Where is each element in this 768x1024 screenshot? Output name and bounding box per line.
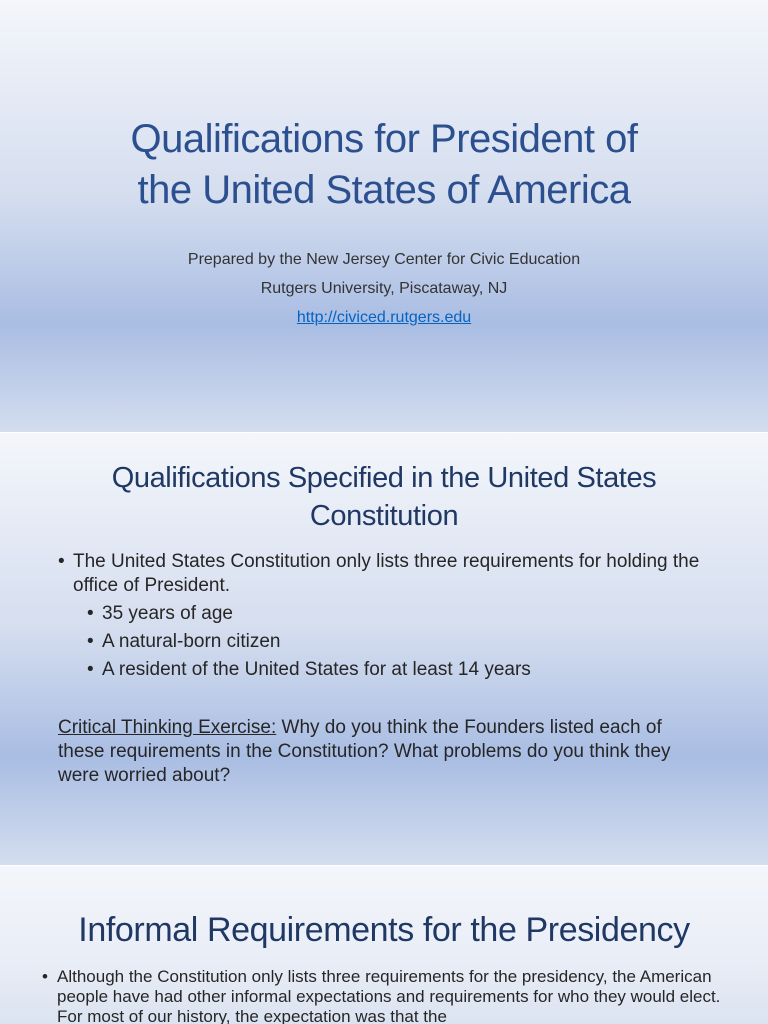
slide-heading: Informal Requirements for the Presidency: [78, 911, 690, 949]
prepared-by-text: Prepared by the New Jersey Center for Civic Education: [187, 251, 581, 268]
list-item: • Although the Constitution only lists three requirements for the presidency, the American people have had other informal expectations and requirements for who they would elect. For most of our history, the expectation was that the: [42, 967, 728, 1024]
institution-text: Rutgers University, Piscataway, NJ: [260, 280, 508, 297]
list-item: • 35 years of age: [87, 602, 708, 626]
list-item: • A resident of the United States for at least 14 years: [87, 658, 708, 682]
critical-thinking-exercise: [58, 716, 708, 788]
presentation-title: [40, 114, 728, 216]
slide-constitution-qualifications: [0, 433, 768, 865]
title-line-1: Qualifications for President of: [130, 117, 638, 161]
website-link[interactable]: http://civiced.rutgers.edu: [296, 309, 472, 326]
website-link-line: [0, 308, 768, 328]
title-line-2: the United States of America: [137, 168, 631, 212]
list-item: • The United States Constitution only lists three requirements for holding the office of President.: [58, 550, 708, 598]
requirements-list: [58, 550, 708, 682]
slide-title: [0, 0, 768, 432]
heading-line-2: Constitution: [309, 500, 459, 532]
slide-informal-requirements: [0, 866, 768, 1024]
heading-line-1: Qualifications Specified in the United States: [111, 462, 657, 494]
critical-thinking-question: Why do you think the Founders listed each of these requirements in the Constitution? What problems do you think they were worried about?: [58, 717, 671, 786]
critical-thinking-label: Critical Thinking Exercise:: [58, 717, 277, 738]
slide-heading: [30, 459, 738, 535]
list-item: • A natural-born citizen: [87, 630, 708, 654]
